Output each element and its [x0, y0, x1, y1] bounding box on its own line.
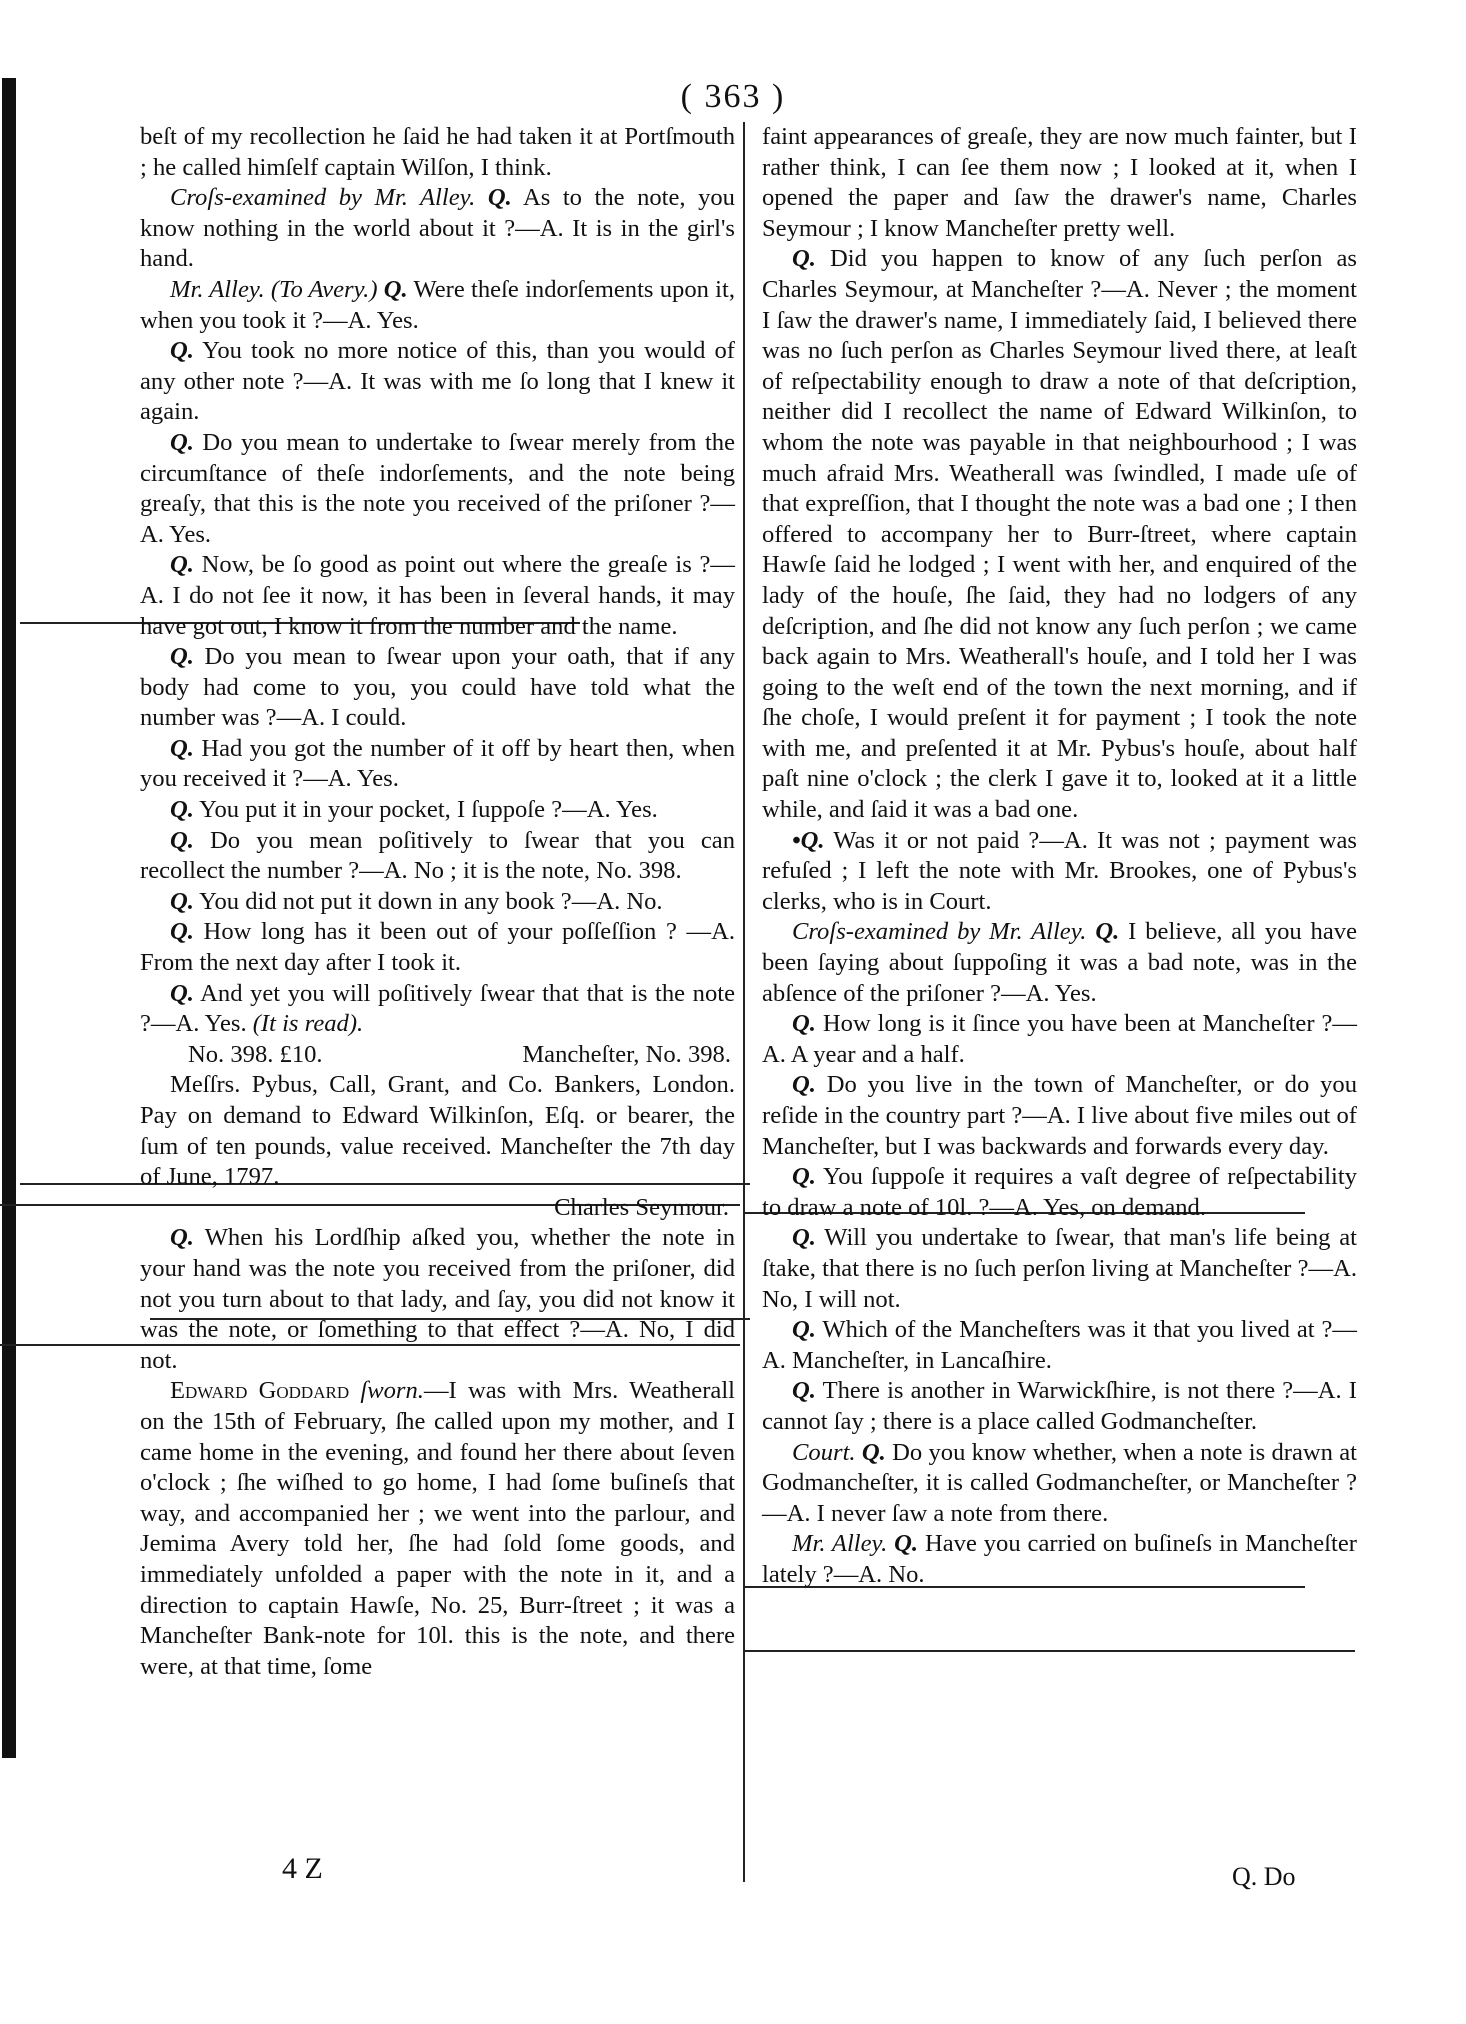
note-heading — [140, 1040, 735, 1071]
question-marker: Q. — [170, 796, 194, 824]
paragraph-text: You did not put it down in any book ?—A. No. — [193, 887, 663, 915]
testimony-paragraph — [140, 336, 735, 428]
testimony-paragraph — [140, 795, 735, 826]
paragraph-text: Which of the Mancheſters was it that you lived at ?—A. Mancheſter, in Lancaſhire. — [762, 1316, 1357, 1374]
question-marker: Q. — [861, 1438, 886, 1466]
testimony-paragraph — [762, 1438, 1357, 1530]
paragraph-text: And yet you will poſitively ſwear that that is the note ?—A. Yes. — [140, 979, 735, 1038]
question-marker: Q. — [170, 887, 194, 915]
question-marker: Q. — [792, 1010, 816, 1038]
question-marker: Q. — [170, 643, 194, 671]
testimony-paragraph — [140, 275, 735, 336]
note-signature: Charles Seymour. — [554, 1193, 729, 1221]
paragraph-text: You ſuppoſe it requires a vaſt degree of reſpectability to draw a note of 10l. ?—A. Yes, on demand. — [762, 1163, 1357, 1221]
testimony-paragraph — [762, 1529, 1357, 1590]
note-number: No. 398. £10. — [188, 1040, 323, 1068]
note-place: Mancheſter, No. 398. — [522, 1040, 731, 1068]
testimony-paragraph — [762, 826, 1357, 918]
paragraph-text: Will you undertake to ſwear, that man's life being at ſtake, that there is no ſuch perſon living at Mancheſter ?—A. No, I will not. — [762, 1224, 1357, 1313]
paragraph-text: How long is it ſince you have been at Mancheſter ?—A. A year and a half. — [762, 1010, 1357, 1068]
left-column — [140, 122, 735, 1682]
column-divider — [743, 122, 745, 1882]
testimony-paragraph — [140, 122, 735, 183]
question-marker: Q. — [170, 918, 194, 946]
testimony-paragraph — [140, 979, 735, 1040]
testimony-paragraph — [762, 244, 1357, 825]
paragraph-text: How long has it been out of your poſſeſſion ? —A. From the next day after I took it. — [140, 918, 735, 977]
paragraph-text: Do you mean to ſwear upon your oath, that if any body had come to you, you could have told what the number was ?—A. I could. — [140, 643, 735, 732]
question-marker: Q. — [792, 1377, 816, 1405]
paragraph-text: Was it or not paid ?—A. It was not ; payment was refuſed ; I left the note with Mr. Brookes, one of Pybus's clerks, who is in Court. — [762, 826, 1357, 915]
catchword: Q. Do — [1232, 1862, 1296, 1891]
stage-direction: (It is read). — [246, 1010, 364, 1038]
testimony-paragraph — [140, 183, 735, 275]
paragraph-text: faint appearances of greaſe, they are now much fainter, but I rather think, I can ſee them now ; I looked at it, when I opened the paper and ſaw the drawer's name, Charles Seymour ; I know Mancheſter pretty well. — [762, 123, 1357, 242]
stray-rule — [745, 1650, 1355, 1652]
paragraph-text: As to the note, you know nothing in the world about it ?—A. It is in the girl's hand. — [140, 184, 735, 273]
testimony-paragraph — [762, 1223, 1357, 1315]
paragraph-text: Do you mean poſitively to ſwear that you can recollect the number ?—A. No ; it is the note, No. 398. — [140, 826, 735, 885]
witness-name: Edward Goddard — [170, 1377, 350, 1405]
testimony-paragraph — [140, 1376, 735, 1682]
testimony-paragraph — [762, 122, 1357, 244]
page-number: ( 363 ) — [680, 78, 786, 115]
question-marker: Q. — [792, 245, 816, 273]
speaker-label: Court. — [792, 1438, 856, 1466]
paragraph-text: Have you carried on buſineſs in Mancheſter lately ?—A. No. — [762, 1530, 1357, 1588]
question-marker: Q. — [1095, 918, 1120, 946]
testimony-paragraph — [140, 734, 735, 795]
question-marker: Q. — [792, 1071, 816, 1099]
testimony-paragraph — [140, 826, 735, 887]
paragraph-text: Did you happen to know of any ſuch perſon as Charles Seymour, at Mancheſter ?—A. Never ; the moment I ſaw the drawer's name, I immediately ſaid, I believed there was no ſuch perſon as Charles Seymour lived there, at leaſt of reſpectability enough to draw a note of that deſcription, neither did I recollect the name of Edward Wilkinſon, to whom the note was payable in that neighbourhood ; I was much afraid Mrs. Weatherall was ſwindled, I made uſe of that expreſſion, that I thought the note was a bad one ; I then offered to accompany her to Burr-ſtreet, where captain Hawſe ſaid he lodged ; I went with her, and enquired of the lady of the houſe, ſhe ſaid, they had no lodgers of any deſcription, and ſhe did not know any ſuch perſon ; we came back again to Mrs. Weatherall's houſe, and I told her I was going to the weſt end of the town the next morning, and if ſhe choſe, I would preſent it for payment ; I took the note with me, and preſented it at Mr. Pybus's houſe, about half paſt nine o'clock ; the clerk I gave it to, looked at it a little while, and ſaid it was a bad one. — [762, 245, 1357, 824]
paragraph-text: Do you know whether, when a note is drawn at Godmancheſter, it is called Godmancheſter, or Mancheſter ?—A. I never ſaw a note from there. — [762, 1438, 1357, 1527]
paragraph-text: You took no more notice of this, than you would of any other note ?—A. It was with me ſo long that I knew it again. — [140, 337, 735, 426]
question-marker: Q. — [170, 428, 194, 456]
testimony-paragraph — [762, 1162, 1357, 1223]
signature-mark: 4 Z — [282, 1852, 323, 1885]
paragraph-text: Were theſe indorſements upon it, when you took it ?—A. Yes. — [140, 275, 735, 334]
question-marker: Q. — [170, 1224, 194, 1252]
paragraph-text: Had you got the number of it off by heart then, when you received it ?—A. Yes. — [140, 734, 735, 793]
testimony-paragraph — [140, 917, 735, 978]
question-marker: Q. — [383, 275, 408, 303]
paragraph-text: beſt of my recollection he ſaid he had taken it at Portſmouth ; he called himſelf captain Wilſon, I think. — [140, 123, 735, 181]
binding-edge-shadow — [2, 78, 16, 1758]
question-marker: Q. — [792, 1163, 816, 1191]
testimony-paragraph — [762, 1315, 1357, 1376]
question-marker: Q. — [170, 826, 194, 854]
question-marker: Q. — [170, 337, 194, 365]
testimony-paragraph — [140, 887, 735, 918]
question-marker: Q. — [792, 1316, 816, 1344]
paragraph-text: Do you mean to undertake to ſwear merely from the circumſtance of theſe indorſements, and the note being greaſy, that this is the note you received of the priſoner ?—A. Yes. — [140, 428, 735, 548]
paragraph-text: Now, be ſo good as point out where the greaſe is ?—A. I do not ſee it now, it has been in ſeveral hands, it may have got out, I know it from the number and the name. — [140, 551, 735, 640]
question-marker: Q. — [487, 184, 512, 212]
speaker-label: Mr. Alley. — [792, 1530, 888, 1558]
speaker-label: Mr. Alley. (To Avery.) — [170, 275, 378, 303]
question-marker: Q. — [894, 1530, 919, 1558]
testimony-paragraph — [140, 642, 735, 734]
testimony-paragraph — [762, 917, 1357, 1009]
right-column — [762, 122, 1357, 1591]
question-marker: Q. — [170, 979, 194, 1007]
testimony-paragraph — [762, 1376, 1357, 1437]
note-body: Meſſrs. Pybus, Call, Grant, and Co. Bankers, London. Pay on demand to Edward Wilkinſon, Eſq. or bearer, the ſum of ten pounds, value received. Mancheſter the 7th day of June, 1797. — [140, 1071, 735, 1191]
question-marker: Q. — [792, 1224, 816, 1252]
paragraph-text: Do you live in the town of Mancheſter, or do you reſide in the country part ?—A. I live about five miles out of Mancheſter, but I was backwards and forwards every day. — [762, 1071, 1357, 1160]
speaker-label: Croſs-examined by Mr. Alley. — [170, 184, 476, 212]
testimony-paragraph — [762, 1009, 1357, 1070]
sworn-label: ſworn. — [349, 1377, 424, 1405]
testimony-paragraph — [762, 1070, 1357, 1162]
paragraph-text: —I was with Mrs. Weatherall on the 15th of February, ſhe called upon my mother, and I came home in the evening, and found her there about ſeven o'clock ; ſhe wiſhed to go home, I had ſome buſineſs that way, and accompanied her ; we went into the parlour, and Jemima Avery told her, ſhe had ſold ſome goods, and immediately unfolded a paper with the note in it, and a direction to captain Hawſe, No. 25, Burr-ſtreet ; it was a Mancheſter Bank-note for 10l. this is the note, and there were, at that time, ſome — [140, 1377, 735, 1680]
question-marker: Q. — [170, 551, 194, 579]
testimony-paragraph — [140, 550, 735, 642]
paragraph-text: When his Lordſhip aſked you, whether the note in your hand was the note you received from the priſoner, did not you turn about to that lady, and ſay, you did not know it was the note, or ſomething to that effect ?—A. No, I did not. — [140, 1224, 735, 1374]
testimony-paragraph — [140, 1223, 735, 1376]
bank-note-transcript — [140, 1040, 735, 1224]
question-marker: •Q. — [792, 826, 825, 854]
paragraph-text: There is another in Warwickſhire, is not there ?—A. I cannot ſay ; there is a place called Godmancheſter. — [762, 1377, 1357, 1435]
speaker-label: Croſs-examined by Mr. Alley. — [792, 918, 1087, 946]
paragraph-text: You put it in your pocket, I ſuppoſe ?—A. Yes. — [193, 796, 658, 824]
paragraph-text: I believe, all you have been ſaying about ſuppoſing it was a bad note, was in the abſence of the priſoner ?—A. Yes. — [762, 918, 1357, 1007]
question-marker: Q. — [170, 734, 194, 762]
testimony-paragraph — [140, 428, 735, 550]
